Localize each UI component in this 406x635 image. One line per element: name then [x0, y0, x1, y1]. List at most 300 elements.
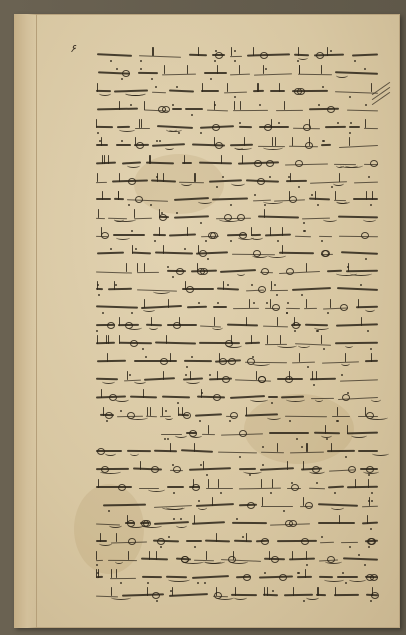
- ink-loop: [135, 196, 143, 203]
- ink-stroke: [253, 47, 254, 56]
- handwritten-line: [96, 174, 378, 192]
- ink-dot: [214, 60, 216, 62]
- ink-stroke: [294, 317, 295, 326]
- ink-word: [218, 452, 257, 454]
- ink-dot: [269, 176, 271, 178]
- ink-stroke: [279, 83, 280, 92]
- ink-word: [325, 126, 346, 128]
- ink-dot: [176, 212, 178, 214]
- ink-loop: [361, 232, 369, 239]
- ink-stroke: [97, 173, 98, 182]
- ink-dot: [321, 240, 323, 242]
- ink-sweep: [372, 451, 389, 456]
- ink-stroke: [144, 263, 145, 272]
- ink-dot: [198, 302, 200, 304]
- ink-loop: [199, 250, 207, 257]
- ink-stroke: [299, 353, 300, 362]
- ink-stroke: [162, 407, 163, 416]
- ink-dot: [370, 348, 372, 350]
- ink-stroke: [234, 101, 235, 110]
- ink-word: [96, 182, 107, 183]
- ink-word: [232, 522, 267, 524]
- ink-loop: [219, 358, 227, 365]
- handwritten-line: [96, 516, 378, 534]
- ink-dot: [180, 518, 182, 520]
- ink-stroke: [98, 569, 99, 578]
- ink-dot: [370, 204, 372, 206]
- handwritten-line: [96, 372, 378, 390]
- ink-word: [261, 506, 293, 507]
- ink-dot: [150, 204, 152, 206]
- ink-dot: [120, 582, 122, 584]
- ink-stroke: [365, 119, 366, 128]
- ink-loop: [297, 88, 305, 95]
- ink-dot: [266, 302, 268, 304]
- ink-dot: [272, 590, 274, 592]
- ink-stroke: [208, 479, 209, 488]
- handwritten-line: [96, 426, 378, 444]
- ink-stroke: [96, 119, 97, 128]
- ink-word: [155, 341, 196, 344]
- ink-word: [332, 416, 350, 417]
- ink-stroke: [147, 587, 148, 596]
- ink-loop: [258, 376, 266, 383]
- ink-stroke: [270, 299, 271, 308]
- ink-sweep: [181, 181, 191, 186]
- ink-sweep: [277, 343, 296, 348]
- ink-sweep: [234, 145, 253, 150]
- ink-dot: [371, 492, 373, 494]
- ink-word: [201, 90, 219, 92]
- ink-dot: [229, 420, 231, 422]
- ink-sweep: [231, 181, 245, 186]
- ink-word: [110, 578, 136, 579]
- ink-dot: [347, 266, 349, 268]
- ink-stroke: [127, 371, 128, 380]
- ink-stroke: [271, 281, 272, 290]
- ink-dot: [265, 68, 267, 70]
- ink-stroke: [269, 551, 270, 560]
- ink-stroke: [101, 227, 102, 236]
- ink-dot: [96, 330, 98, 332]
- marginal-annotation: [370, 88, 394, 102]
- ink-dot: [367, 330, 369, 332]
- ink-word: [362, 522, 378, 525]
- ink-dot: [317, 204, 319, 206]
- ink-stroke: [140, 461, 141, 470]
- ink-word: [181, 449, 213, 453]
- ink-word: [289, 146, 318, 148]
- ink-loop: [181, 556, 189, 563]
- ink-word: [339, 145, 378, 148]
- ink-loop: [366, 574, 374, 581]
- ink-word: [96, 198, 111, 200]
- ink-stroke: [98, 209, 99, 218]
- ink-loop: [260, 52, 268, 59]
- ink-dot: [121, 140, 123, 142]
- ink-dot: [287, 302, 289, 304]
- page-gutter: [14, 14, 37, 628]
- ink-word: [309, 198, 330, 201]
- ink-dot: [159, 140, 161, 142]
- ink-dot: [191, 356, 193, 358]
- ink-stroke: [299, 65, 300, 74]
- ink-sweep: [331, 505, 344, 510]
- ink-loop: [109, 394, 117, 401]
- ink-dot: [306, 564, 308, 566]
- ink-stroke: [212, 497, 213, 506]
- ink-stroke: [164, 65, 165, 74]
- ink-dot: [98, 294, 100, 296]
- ink-loop: [157, 538, 165, 545]
- ink-dot: [176, 86, 178, 88]
- handwritten-line: [96, 408, 378, 426]
- ink-stroke: [216, 587, 217, 596]
- ink-sweep: [333, 181, 344, 186]
- ink-stroke: [246, 407, 247, 416]
- ink-loop: [257, 178, 265, 185]
- ink-stroke: [217, 65, 218, 74]
- ink-loop: [327, 106, 335, 113]
- ink-sweep: [153, 289, 170, 294]
- ink-loop: [151, 466, 159, 473]
- ink-dot: [164, 438, 166, 440]
- handwritten-line: [96, 498, 378, 516]
- handwritten-line: [96, 354, 378, 372]
- ink-dot: [307, 366, 309, 368]
- ink-loop: [305, 502, 313, 509]
- ink-loop: [295, 160, 303, 167]
- ink-sweep: [114, 217, 136, 222]
- ink-word: [298, 74, 332, 76]
- ink-dot: [326, 438, 328, 440]
- ink-dot: [186, 366, 188, 368]
- ink-word: [292, 287, 331, 291]
- ink-dot: [270, 492, 272, 494]
- ink-loop: [271, 556, 279, 563]
- ink-dot: [358, 554, 360, 556]
- ink-stroke: [246, 533, 247, 542]
- ink-stroke: [249, 299, 250, 308]
- ink-dot: [207, 258, 209, 260]
- ink-dot: [360, 284, 362, 286]
- ink-dot: [154, 240, 156, 242]
- ink-dot: [342, 572, 344, 574]
- ink-word: [96, 271, 132, 273]
- ink-word: [286, 180, 307, 182]
- ink-dot: [173, 518, 175, 520]
- ink-dot: [227, 284, 229, 286]
- ink-dot: [145, 356, 147, 358]
- ink-loop: [285, 376, 293, 383]
- ink-word: [349, 126, 360, 128]
- ink-dot: [116, 68, 118, 70]
- ink-stroke: [227, 83, 228, 92]
- ink-loop: [118, 484, 126, 491]
- ink-dot: [216, 186, 218, 188]
- ink-stroke: [197, 263, 198, 272]
- ink-dot: [318, 104, 320, 106]
- ink-dot: [368, 176, 370, 178]
- ink-word: [152, 92, 166, 94]
- ink-dot: [206, 474, 208, 476]
- ink-dot: [147, 582, 149, 584]
- ink-dot: [142, 348, 144, 350]
- ink-word: [334, 594, 359, 596]
- ink-dot: [222, 176, 224, 178]
- ink-word: [154, 450, 177, 453]
- ink-loop: [152, 592, 160, 599]
- ink-dot: [209, 374, 211, 376]
- ink-dot: [172, 104, 174, 106]
- ink-loop: [213, 394, 221, 401]
- ink-word: [213, 306, 227, 308]
- ink-dot: [303, 222, 305, 224]
- ink-dot: [370, 528, 372, 530]
- ink-word: [169, 89, 194, 92]
- ink-dot: [220, 492, 222, 494]
- ink-loop: [286, 268, 294, 275]
- ink-dot: [345, 456, 347, 458]
- ink-sweep: [219, 217, 240, 222]
- ink-dot: [254, 194, 256, 196]
- ink-loop: [366, 466, 374, 473]
- ink-stroke: [223, 281, 224, 290]
- ink-stroke: [240, 101, 241, 110]
- ink-word: [96, 305, 138, 308]
- ink-word: [141, 558, 168, 561]
- ink-loop: [128, 178, 136, 185]
- ink-dot: [276, 294, 278, 296]
- ink-word: [169, 233, 196, 236]
- ink-word: [184, 360, 212, 362]
- ink-loop: [127, 412, 135, 419]
- folio-number: ۶: [70, 42, 76, 55]
- ink-sweep: [99, 91, 111, 96]
- ink-sweep: [175, 433, 187, 438]
- ink-sweep: [371, 397, 381, 402]
- ink-word: [295, 236, 311, 237]
- ink-dot: [365, 258, 367, 260]
- handwritten-line: [96, 570, 378, 588]
- ink-loop: [215, 52, 223, 59]
- ink-stroke: [267, 335, 268, 344]
- manuscript-page: [14, 14, 400, 628]
- ink-sweep: [324, 577, 345, 582]
- ink-stroke: [126, 263, 127, 272]
- ink-word: [321, 144, 331, 146]
- ink-sweep: [252, 253, 268, 258]
- ink-stroke: [251, 335, 252, 344]
- ink-dot: [264, 204, 266, 206]
- ink-sweep: [250, 397, 268, 402]
- handwritten-line: [96, 390, 378, 408]
- ink-stroke: [221, 155, 222, 164]
- ink-word: [304, 308, 317, 309]
- ink-word: [233, 308, 259, 309]
- ink-word: [162, 74, 196, 76]
- ink-dot: [283, 510, 285, 512]
- ink-loop: [173, 322, 181, 329]
- ink-word: [227, 324, 258, 327]
- ink-sweep: [168, 577, 189, 582]
- ink-dot: [234, 60, 236, 62]
- ink-loop: [305, 142, 313, 149]
- ink-word: [108, 288, 132, 291]
- ink-stroke: [163, 371, 164, 380]
- ink-word: [347, 486, 378, 489]
- ink-dot: [99, 140, 101, 142]
- ink-stroke: [150, 407, 151, 416]
- ink-word: [285, 163, 328, 165]
- ink-dot: [140, 68, 142, 70]
- ink-word: [96, 560, 103, 561]
- ink-sweep: [286, 397, 305, 402]
- ink-dot: [185, 374, 187, 376]
- ink-stroke: [231, 47, 232, 56]
- ink-sweep: [130, 451, 139, 456]
- ink-word: [265, 234, 291, 237]
- ink-dot: [177, 402, 179, 404]
- ink-dot: [337, 420, 339, 422]
- ink-word: [206, 488, 233, 489]
- ink-dot: [364, 68, 366, 70]
- ink-word: [239, 488, 281, 490]
- ink-sweep: [212, 325, 223, 330]
- ink-loop: [279, 574, 287, 581]
- ink-word: [335, 342, 378, 344]
- ink-dot: [296, 438, 298, 440]
- ink-dot: [191, 114, 193, 116]
- ink-stroke: [153, 47, 154, 56]
- ink-loop: [230, 412, 238, 419]
- ink-dot: [198, 500, 200, 502]
- ink-loop: [239, 430, 247, 437]
- ink-loop: [97, 448, 105, 455]
- ink-dot: [140, 60, 142, 62]
- ink-sweep: [186, 379, 200, 384]
- ink-dot: [178, 132, 180, 134]
- handwritten-line: [96, 120, 378, 138]
- ink-stroke: [264, 209, 265, 218]
- ink-sweep: [127, 163, 140, 168]
- ink-stroke: [292, 551, 293, 560]
- ink-stroke: [272, 479, 273, 488]
- ink-word: [97, 108, 138, 111]
- ink-stroke: [218, 479, 219, 488]
- ink-dot: [131, 230, 133, 232]
- ink-dot: [156, 600, 158, 602]
- ink-dot: [345, 582, 347, 584]
- ink-loop: [160, 358, 168, 365]
- ink-stroke: [144, 101, 145, 110]
- handwritten-line: [96, 282, 378, 300]
- ink-sweep: [198, 505, 207, 510]
- ink-sweep: [134, 379, 146, 384]
- ink-stroke: [116, 569, 117, 578]
- ink-word: [169, 593, 208, 597]
- ink-word: [259, 575, 293, 578]
- ink-dot: [173, 492, 175, 494]
- ink-loop: [228, 358, 236, 365]
- ink-dot: [274, 284, 276, 286]
- ink-stroke: [184, 155, 185, 164]
- ink-loop: [258, 286, 266, 293]
- ink-loop: [176, 268, 184, 275]
- ink-stroke: [306, 299, 307, 308]
- ink-sweep: [102, 379, 115, 384]
- ink-stroke: [331, 443, 332, 452]
- ink-loop: [261, 268, 269, 275]
- ink-word: [217, 287, 239, 290]
- ink-dot: [131, 312, 133, 314]
- ink-sweep: [298, 343, 310, 348]
- ink-dot: [168, 536, 170, 538]
- ink-loop: [247, 358, 255, 365]
- ink-stroke: [303, 461, 304, 470]
- ink-sweep: [336, 73, 348, 78]
- ink-dot: [155, 86, 157, 88]
- ink-dot: [317, 330, 319, 332]
- ink-sweep: [298, 55, 309, 60]
- ink-dot: [277, 240, 279, 242]
- ink-word: [286, 308, 300, 309]
- ink-stroke: [202, 83, 203, 92]
- ink-stroke: [190, 371, 191, 380]
- ink-word: [310, 378, 336, 381]
- ink-loop: [340, 304, 348, 311]
- ink-sweep: [176, 523, 187, 528]
- ink-stroke: [166, 335, 167, 344]
- ink-word: [233, 110, 268, 111]
- ink-word: [97, 360, 126, 363]
- ink-dot: [259, 104, 261, 106]
- ink-sweep: [109, 523, 121, 528]
- ink-stroke: [139, 119, 140, 128]
- ink-dot: [129, 374, 131, 376]
- ink-word: [195, 413, 222, 416]
- ink-word: [127, 199, 168, 202]
- ink-sweep: [351, 433, 366, 438]
- ink-word: [199, 162, 232, 165]
- ink-sweep: [126, 91, 145, 96]
- ink-stroke: [287, 461, 288, 470]
- ink-word: [362, 506, 378, 508]
- handwritten-line: [96, 156, 378, 174]
- ink-dot: [200, 222, 202, 224]
- ink-loop: [254, 160, 262, 167]
- ink-dot: [322, 86, 324, 88]
- ink-word: [192, 575, 229, 579]
- ink-dot: [304, 230, 306, 232]
- ink-dot: [298, 186, 300, 188]
- ink-word: [172, 108, 182, 110]
- ink-stroke: [282, 227, 283, 236]
- ink-sweep: [345, 163, 363, 168]
- ink-dot: [311, 194, 313, 196]
- ink-stroke: [361, 317, 362, 326]
- ink-word: [364, 128, 378, 129]
- handwritten-line: [96, 300, 378, 318]
- handwritten-line: [96, 552, 378, 570]
- ink-word: [336, 323, 378, 326]
- ink-word: [352, 53, 378, 56]
- ink-stroke: [102, 155, 103, 164]
- ink-stroke: [150, 155, 151, 164]
- ink-sweep: [243, 469, 261, 474]
- ink-dot: [121, 78, 123, 80]
- ink-word: [230, 56, 242, 57]
